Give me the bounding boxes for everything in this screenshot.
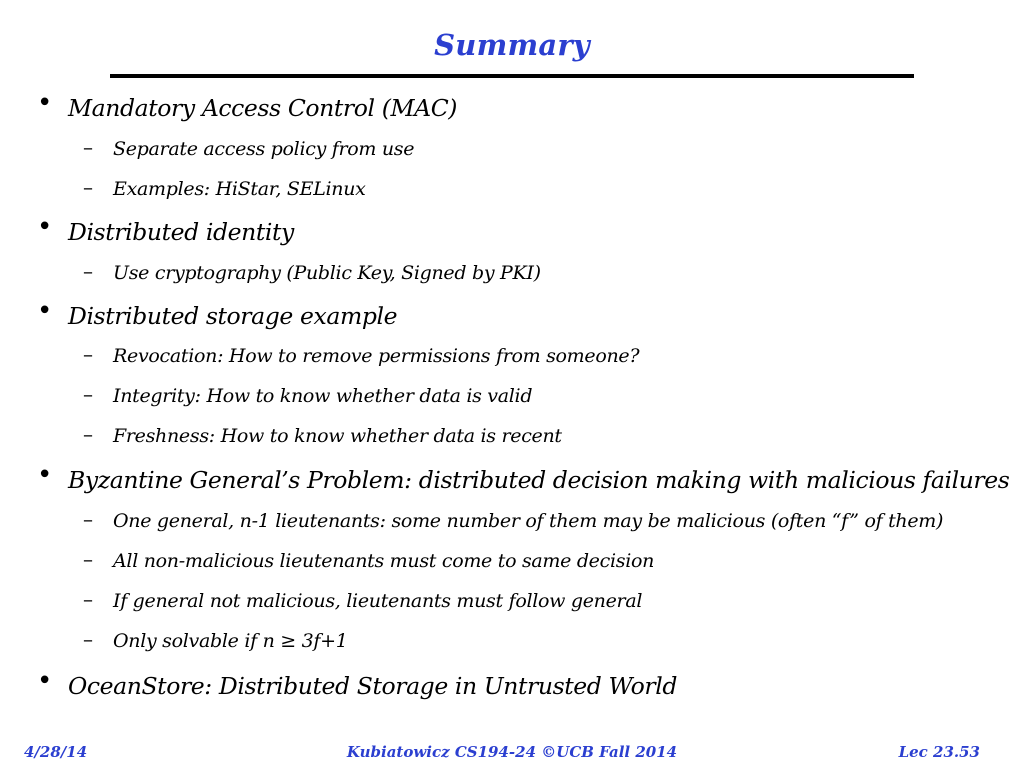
sub-bullet-marker: – — [83, 175, 93, 199]
sub-bullet-marker: – — [83, 259, 93, 283]
slide-title: Summary — [434, 28, 590, 62]
bullet-item — [37, 212, 294, 246]
bullet-text: Distributed identity — [68, 218, 294, 246]
sub-bullet-text: Freshness: How to know whether data is recent — [113, 425, 562, 447]
sub-bullet-marker: – — [83, 547, 93, 571]
sub-bullet-item — [83, 135, 415, 160]
sub-bullet-item — [83, 627, 348, 652]
sub-bullet-item — [83, 547, 655, 572]
bullet-item — [37, 460, 1010, 494]
bullet-marker: • — [37, 666, 52, 696]
title-divider — [110, 74, 914, 78]
sub-bullet-marker: – — [83, 507, 93, 531]
sub-bullet-item — [83, 382, 533, 407]
bullet-marker: • — [37, 88, 52, 118]
footer-date: 4/28/14 — [24, 743, 88, 761]
sub-bullet-text: Use cryptography (Public Key, Signed by PKI) — [113, 262, 541, 284]
bullet-text: OceanStore: Distributed Storage in Untrusted World — [68, 672, 678, 700]
sub-bullet-item — [83, 507, 944, 532]
bullet-text: Byzantine General’s Problem: distributed decision making with malicious failures — [68, 466, 1010, 494]
sub-bullet-text: One general, n-1 lieutenants: some number of them may be malicious (often “f” of them) — [113, 510, 944, 532]
footer-course: Kubiatowicz CS194-24 ©UCB Fall 2014 — [346, 743, 678, 761]
sub-bullet-item — [83, 259, 541, 284]
bullet-item — [37, 88, 458, 122]
sub-bullet-item — [83, 175, 366, 200]
bullet-marker: • — [37, 296, 52, 326]
bullet-marker: • — [37, 212, 52, 242]
sub-bullet-marker: – — [83, 342, 93, 366]
sub-bullet-text: All non-malicious lieutenants must come to same decision — [113, 550, 655, 572]
sub-bullet-item — [83, 422, 562, 447]
bullet-item — [37, 296, 398, 330]
sub-bullet-marker: – — [83, 627, 93, 651]
sub-bullet-text: Only solvable if n ≥ 3f+1 — [113, 630, 348, 652]
sub-bullet-text: Revocation: How to remove permissions from someone? — [113, 345, 640, 367]
sub-bullet-item — [83, 587, 643, 612]
sub-bullet-item — [83, 342, 640, 367]
bullet-text: Mandatory Access Control (MAC) — [68, 94, 458, 122]
bullet-text: Distributed storage example — [68, 302, 398, 330]
sub-bullet-marker: – — [83, 422, 93, 446]
sub-bullet-text: Examples: HiStar, SELinux — [113, 178, 366, 200]
bullet-item — [37, 666, 678, 700]
sub-bullet-text: Separate access policy from use — [113, 138, 415, 160]
sub-bullet-marker: – — [83, 587, 93, 611]
bullet-marker: • — [37, 460, 52, 490]
sub-bullet-marker: – — [83, 135, 93, 159]
footer-lecture-number: Lec 23.53 — [898, 743, 980, 761]
sub-bullet-text: Integrity: How to know whether data is valid — [113, 385, 533, 407]
sub-bullet-text: If general not malicious, lieutenants must follow general — [113, 590, 643, 612]
sub-bullet-marker: – — [83, 382, 93, 406]
